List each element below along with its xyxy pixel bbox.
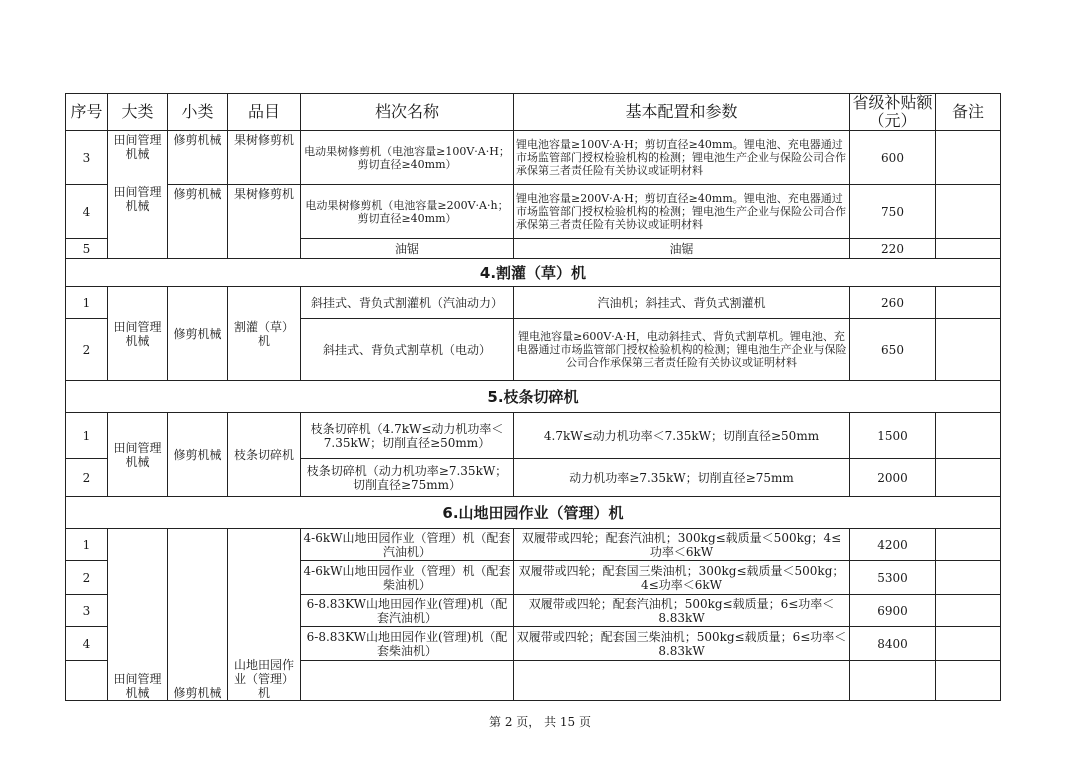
row-item: 割灌（草）机 (228, 287, 301, 381)
table-row (66, 131, 1001, 185)
table-row (66, 287, 1001, 319)
category-text: 田间管理机械 (113, 185, 162, 213)
row-grade (301, 661, 514, 701)
section-title: 5.枝条切碎机 (66, 381, 1001, 413)
row-no: 4 (66, 627, 108, 661)
header-remark: 备注 (936, 94, 1001, 131)
row-remark (936, 319, 1001, 381)
row-remark (936, 413, 1001, 459)
row-grade: 6-8.83KW山地田园作业(管理)机（配套柴油机） (301, 627, 514, 661)
row-subcategory: 修剪机械 (168, 131, 228, 185)
row-no: 2 (66, 319, 108, 381)
row-remark (936, 185, 1001, 239)
category-text: 田间管理机械 (113, 133, 162, 161)
row-grade: 电动果树修剪机（电池容量≥200V·A·h；剪切直径≥40mm） (301, 185, 514, 239)
subsidy-table-sheet (65, 93, 1000, 700)
row-params: 双履带或四轮；配套国三柴油机；300kg≤载质量＜500kg；4≤功率＜6kW (514, 561, 850, 595)
section-row (66, 381, 1001, 413)
row-no: 4 (66, 185, 108, 239)
row-amount: 4200 (850, 529, 936, 561)
row-remark (936, 595, 1001, 627)
header-params: 基本配置和参数 (514, 94, 850, 131)
row-grade: 电动果树修剪机（电池容量≥100V·A·H；剪切直径≥40mm） (301, 131, 514, 185)
header-row (66, 94, 1001, 131)
row-params: 动力机功率≥7.35kW；切削直径≥75mm (514, 459, 850, 497)
row-params: 锂电池容量≥600V·A·H，电动斜挂式、背负式割草机。锂电池、充电器通过市场监管部门授权检验机构的检测；锂电池生产企业与保险公司合作承保第三者责任险有关协议或证明材料 (514, 319, 850, 381)
subcategory-text: 修剪机械 (173, 686, 222, 700)
row-subcategory: 修剪机械 (168, 287, 228, 381)
row-no: 1 (66, 529, 108, 561)
row-grade: 斜挂式、背负式割灌机（汽油动力） (301, 287, 514, 319)
row-item (228, 529, 301, 701)
table-row (66, 529, 1001, 561)
section-row (66, 259, 1001, 287)
row-remark (936, 287, 1001, 319)
row-amount: 8400 (850, 627, 936, 661)
row-amount: 5300 (850, 561, 936, 595)
category-text: 田间管理机械 (113, 672, 162, 700)
row-no: 3 (66, 595, 108, 627)
row-params: 双履带或四轮；配套汽油机；300kg≤载质量＜500kg；4≤功率＜6kW (514, 529, 850, 561)
row-remark (936, 529, 1001, 561)
row-no: 2 (66, 459, 108, 497)
section-row (66, 497, 1001, 529)
row-grade: 6-8.83KW山地田园作业(管理)机（配套汽油机） (301, 595, 514, 627)
table-row (66, 185, 1001, 239)
row-item: 果树修剪机 (228, 185, 301, 259)
row-no: 2 (66, 561, 108, 595)
row-amount: 260 (850, 287, 936, 319)
row-no: 3 (66, 131, 108, 185)
row-params: 双履带或四轮；配套汽油机；500kg≤载质量；6≤功率＜8.83kW (514, 595, 850, 627)
row-amount: 220 (850, 239, 936, 259)
row-item: 枝条切碎机 (228, 413, 301, 497)
row-category (108, 529, 168, 701)
row-remark (936, 131, 1001, 185)
row-amount: 2000 (850, 459, 936, 497)
table-row (66, 413, 1001, 459)
row-grade: 枝条切碎机（动力机功率≥7.35kW；切削直径≥75mm） (301, 459, 514, 497)
header-subcategory: 小类 (168, 94, 228, 131)
section-title: 6.山地田园作业（管理）机 (66, 497, 1001, 529)
row-no: 1 (66, 287, 108, 319)
page-footer: 第 2 页， 共 15 页 (489, 715, 591, 729)
row-category: 田间管理机械 (108, 287, 168, 381)
row-remark (936, 561, 1001, 595)
header-category: 大类 (108, 94, 168, 131)
row-params: 双履带或四轮；配套国三柴油机；500kg≤载质量；6≤功率＜8.83kW (514, 627, 850, 661)
header-item: 品目 (228, 94, 301, 131)
row-params: 锂电池容量≥100V·A·H；剪切直径≥40mm。锂电池、充电器通过市场监管部门授权检验机构的检测；锂电池生产企业与保险公司合作承保第三者责任险有关协议或证明材料 (514, 131, 850, 185)
row-amount (850, 661, 936, 701)
subsidy-table (65, 93, 1001, 701)
row-params: 4.7kW≤动力机功率＜7.35kW；切削直径≥50mm (514, 413, 850, 459)
row-grade: 4-6kW山地田园作业（管理）机（配套柴油机） (301, 561, 514, 595)
row-grade: 4-6kW山地田园作业（管理）机（配套汽油机） (301, 529, 514, 561)
row-no: 1 (66, 413, 108, 459)
row-amount: 6900 (850, 595, 936, 627)
row-no: 5 (66, 239, 108, 259)
row-params: 锂电池容量≥200V·A·H；剪切直径≥40mm。锂电池、充电器通过市场监管部门授权检验机构的检测；锂电池生产企业与保险公司合作承保第三者责任险有关协议或证明材料 (514, 185, 850, 239)
row-subcategory: 修剪机械 (168, 185, 228, 259)
row-amount: 600 (850, 131, 936, 185)
row-params: 汽油机；斜挂式、背负式割灌机 (514, 287, 850, 319)
header-amount: 省级补贴额（元） (850, 94, 936, 131)
row-params (514, 661, 850, 701)
row-grade: 油锯 (301, 239, 514, 259)
header-no: 序号 (66, 94, 108, 131)
header-grade: 档次名称 (301, 94, 514, 131)
row-remark (936, 661, 1001, 701)
row-subcategory: 修剪机械 (168, 413, 228, 497)
row-remark (936, 239, 1001, 259)
item-text: 山地田园作业（管理）机 (233, 658, 294, 700)
row-grade: 斜挂式、背负式割草机（电动） (301, 319, 514, 381)
row-amount: 750 (850, 185, 936, 239)
row-category (108, 131, 168, 259)
row-amount: 1500 (850, 413, 936, 459)
row-no (66, 661, 108, 701)
section-title: 4.割灌（草）机 (66, 259, 1001, 287)
row-remark (936, 459, 1001, 497)
row-category: 田间管理机械 (108, 413, 168, 497)
row-grade: 枝条切碎机（4.7kW≤动力机功率＜7.35kW；切削直径≥50mm） (301, 413, 514, 459)
row-item: 果树修剪机 (228, 131, 301, 185)
row-amount: 650 (850, 319, 936, 381)
row-remark (936, 627, 1001, 661)
row-subcategory (168, 529, 228, 701)
row-params: 油锯 (514, 239, 850, 259)
